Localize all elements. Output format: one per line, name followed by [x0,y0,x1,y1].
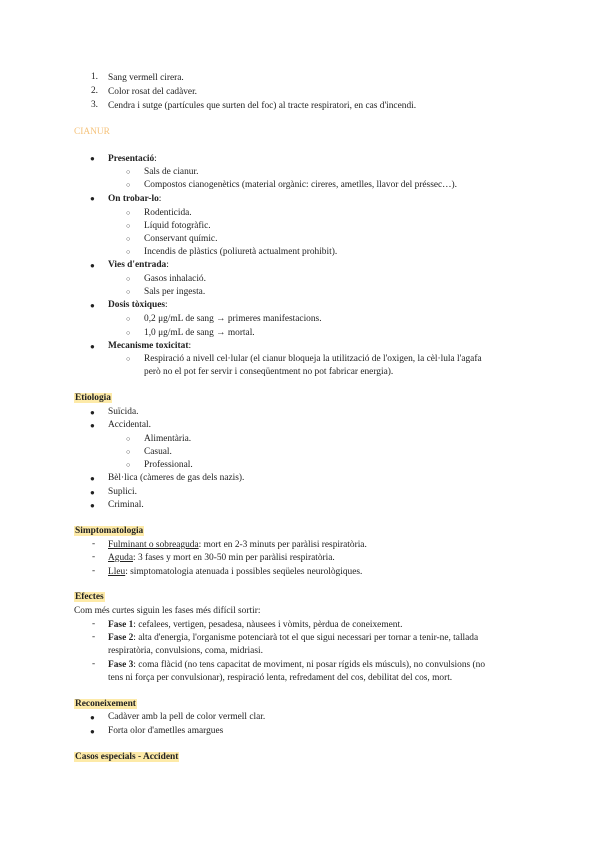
sub-list-item: Professional. [144,460,193,470]
term-label: Lleu [108,567,126,577]
term-label: Fulminant o sobreaguda [108,540,199,550]
bullet-icon: ● [90,727,95,736]
list-item [108,566,362,578]
list-item: Suïcida. [108,407,139,417]
bullet-icon: ● [90,501,95,510]
sub-list-item: Sals de cianur. [144,167,199,177]
list-item: Color rosat del cadàver. [108,87,198,97]
sub-list-item: Casual. [144,447,172,457]
dash-bullet: - [92,552,96,562]
circle-bullet-icon: ○ [126,288,131,296]
dash-bullet: - [92,539,96,549]
section-heading-efectes [74,591,105,603]
list-number: 3. [90,100,98,110]
bullet-icon: ● [90,154,95,163]
circle-bullet-icon: ○ [126,209,131,217]
term-label: Mecanisme toxicitat [108,341,189,351]
bullet-icon: ● [90,713,95,722]
list-item: Vies d'entrada: [108,260,169,270]
circle-bullet-icon: ○ [126,248,131,256]
circle-bullet-icon: ○ [126,448,131,456]
bullet-icon: ● [90,342,95,351]
sub-list-item: Alimentària. [144,434,192,444]
term-description: : simptomatologia atenuada i possibles seqüeles neurològiques. [125,567,363,577]
section-heading-casos-especials [74,751,179,763]
list-item: Accidental. [108,420,151,430]
section-heading-cianur: CIANUR [74,127,110,137]
highlighted-heading: Simptomatologia [75,526,144,536]
list-item: Criminal. [108,500,144,510]
bullet-icon: ● [90,474,95,483]
circle-bullet-icon: ○ [126,222,131,230]
sub-list-item-continued: però no el pot fer servir i conseqüentment no pot fabricar energia). [144,367,394,377]
list-item [108,659,485,671]
dash-bullet: - [92,619,96,629]
circle-bullet-icon: ○ [126,435,131,443]
dash-bullet: - [92,566,96,576]
term-description: : alta d'energia, l'organisme potenciarà tot el que sigui necessari per tornar a tenir-ne, tallada [133,633,479,643]
list-item-continued: tens ni força per convulsionar), respiració lenta, refredament del cos, debilitat del cos, mort. [108,673,453,683]
sub-list-item: Gasos inhalació. [144,274,206,284]
list-item: Forta olor d'ametlles amargues [108,726,224,736]
highlighted-heading: Reconeixement [75,699,136,709]
list-item [108,632,478,644]
term-label: Fase 1 [108,620,134,630]
list-item [108,539,367,551]
list-item: Sang vermell cirera. [108,73,184,83]
list-item: Mecanisme toxicitat: [108,341,192,351]
term-description: : cefalees, vertigen, pesadesa, nàusees i vòmits, pèrdua de coneixement. [133,620,403,630]
section-heading-simptomatologia [74,525,144,537]
circle-bullet-icon: ○ [126,181,131,189]
sub-list-item: Compostos cianogenètics (material orgànic: cireres, ametlles, llavor del préssec…). [144,180,458,190]
term-description: : mort en 2-3 minuts per paràlisi respiratòria. [198,540,367,550]
list-item: Suplici. [108,487,137,497]
highlighted-heading: Casos especials - Accident [75,752,179,762]
sub-list-item: 0,2 μg/mL de sang → primeres manifestacions. [144,314,322,324]
bullet-icon: ● [90,408,95,417]
term-label: Vies d'entrada [108,260,167,270]
list-item: On trobar-lo: [108,194,162,204]
list-item: Bèl·lica (càmeres de gas dels nazis). [108,473,245,483]
sub-list-item: Conservant químic. [144,234,218,244]
term-description: : coma flàcid (no tens capacitat de moviment, ni posar rígids els músculs), no convulsions (no [133,660,486,670]
bullet-icon: ● [90,301,95,310]
list-item-continued: respiratòria, convulsions, coma, midriasi. [108,646,263,656]
paragraph: Com més curtes siguin les fases més difícil sortir: [74,606,261,616]
section-heading-etiologia [74,392,112,404]
term-label: Presentació [108,154,155,164]
dash-bullet: - [92,659,96,669]
dash-bullet: - [92,632,96,642]
bullet-icon: ● [90,261,95,270]
term-description: : 3 fases y mort en 30-50 min per paràlisi respiratòria. [133,553,335,563]
circle-bullet-icon: ○ [126,235,131,243]
sub-list-item: Respiració a nivell cel·lular (el cianur bloqueja la utilització de l'oxigen, la cèl·lula l'agafa [144,354,482,364]
list-item [108,552,335,564]
sub-list-item: Rodenticida. [144,208,192,218]
circle-bullet-icon: ○ [126,315,131,323]
list-item: Cendra i sutge (partícules que surten del foc) al tracte respiratori, en cas d'incendi. [108,101,417,111]
term-label: Dosis tòxiques [108,300,166,310]
circle-bullet-icon: ○ [126,329,131,337]
list-number: 1. [90,72,98,82]
list-item: Cadàver amb la pell de color vermell clar. [108,712,266,722]
sub-list-item: Incendis de plàstics (poliuretà actualment prohibit). [144,247,338,257]
section-heading-reconeixement [74,698,137,710]
circle-bullet-icon: ○ [126,275,131,283]
list-item [108,619,402,631]
circle-bullet-icon: ○ [126,168,131,176]
sub-list-item: Líquid fotogràfic. [144,221,211,231]
list-item: Presentació: [108,154,157,164]
bullet-icon: ● [90,421,95,430]
list-number: 2. [90,86,98,96]
highlighted-heading: Etiologia [75,393,111,403]
circle-bullet-icon: ○ [126,461,131,469]
bullet-icon: ● [90,194,95,203]
term-label: On trobar-lo [108,194,159,204]
term-label: Fase 2 [108,633,134,643]
sub-list-item: Sals per ingesta. [144,287,206,297]
circle-bullet-icon: ○ [126,355,131,363]
term-label: Fase 3 [108,660,134,670]
term-label: Aguda [108,553,133,563]
sub-list-item: 1,0 μg/mL de sang → mortal. [144,328,255,338]
bullet-icon: ● [90,488,95,497]
highlighted-heading: Efectes [75,592,104,602]
list-item: Dosis tòxiques: [108,300,168,310]
